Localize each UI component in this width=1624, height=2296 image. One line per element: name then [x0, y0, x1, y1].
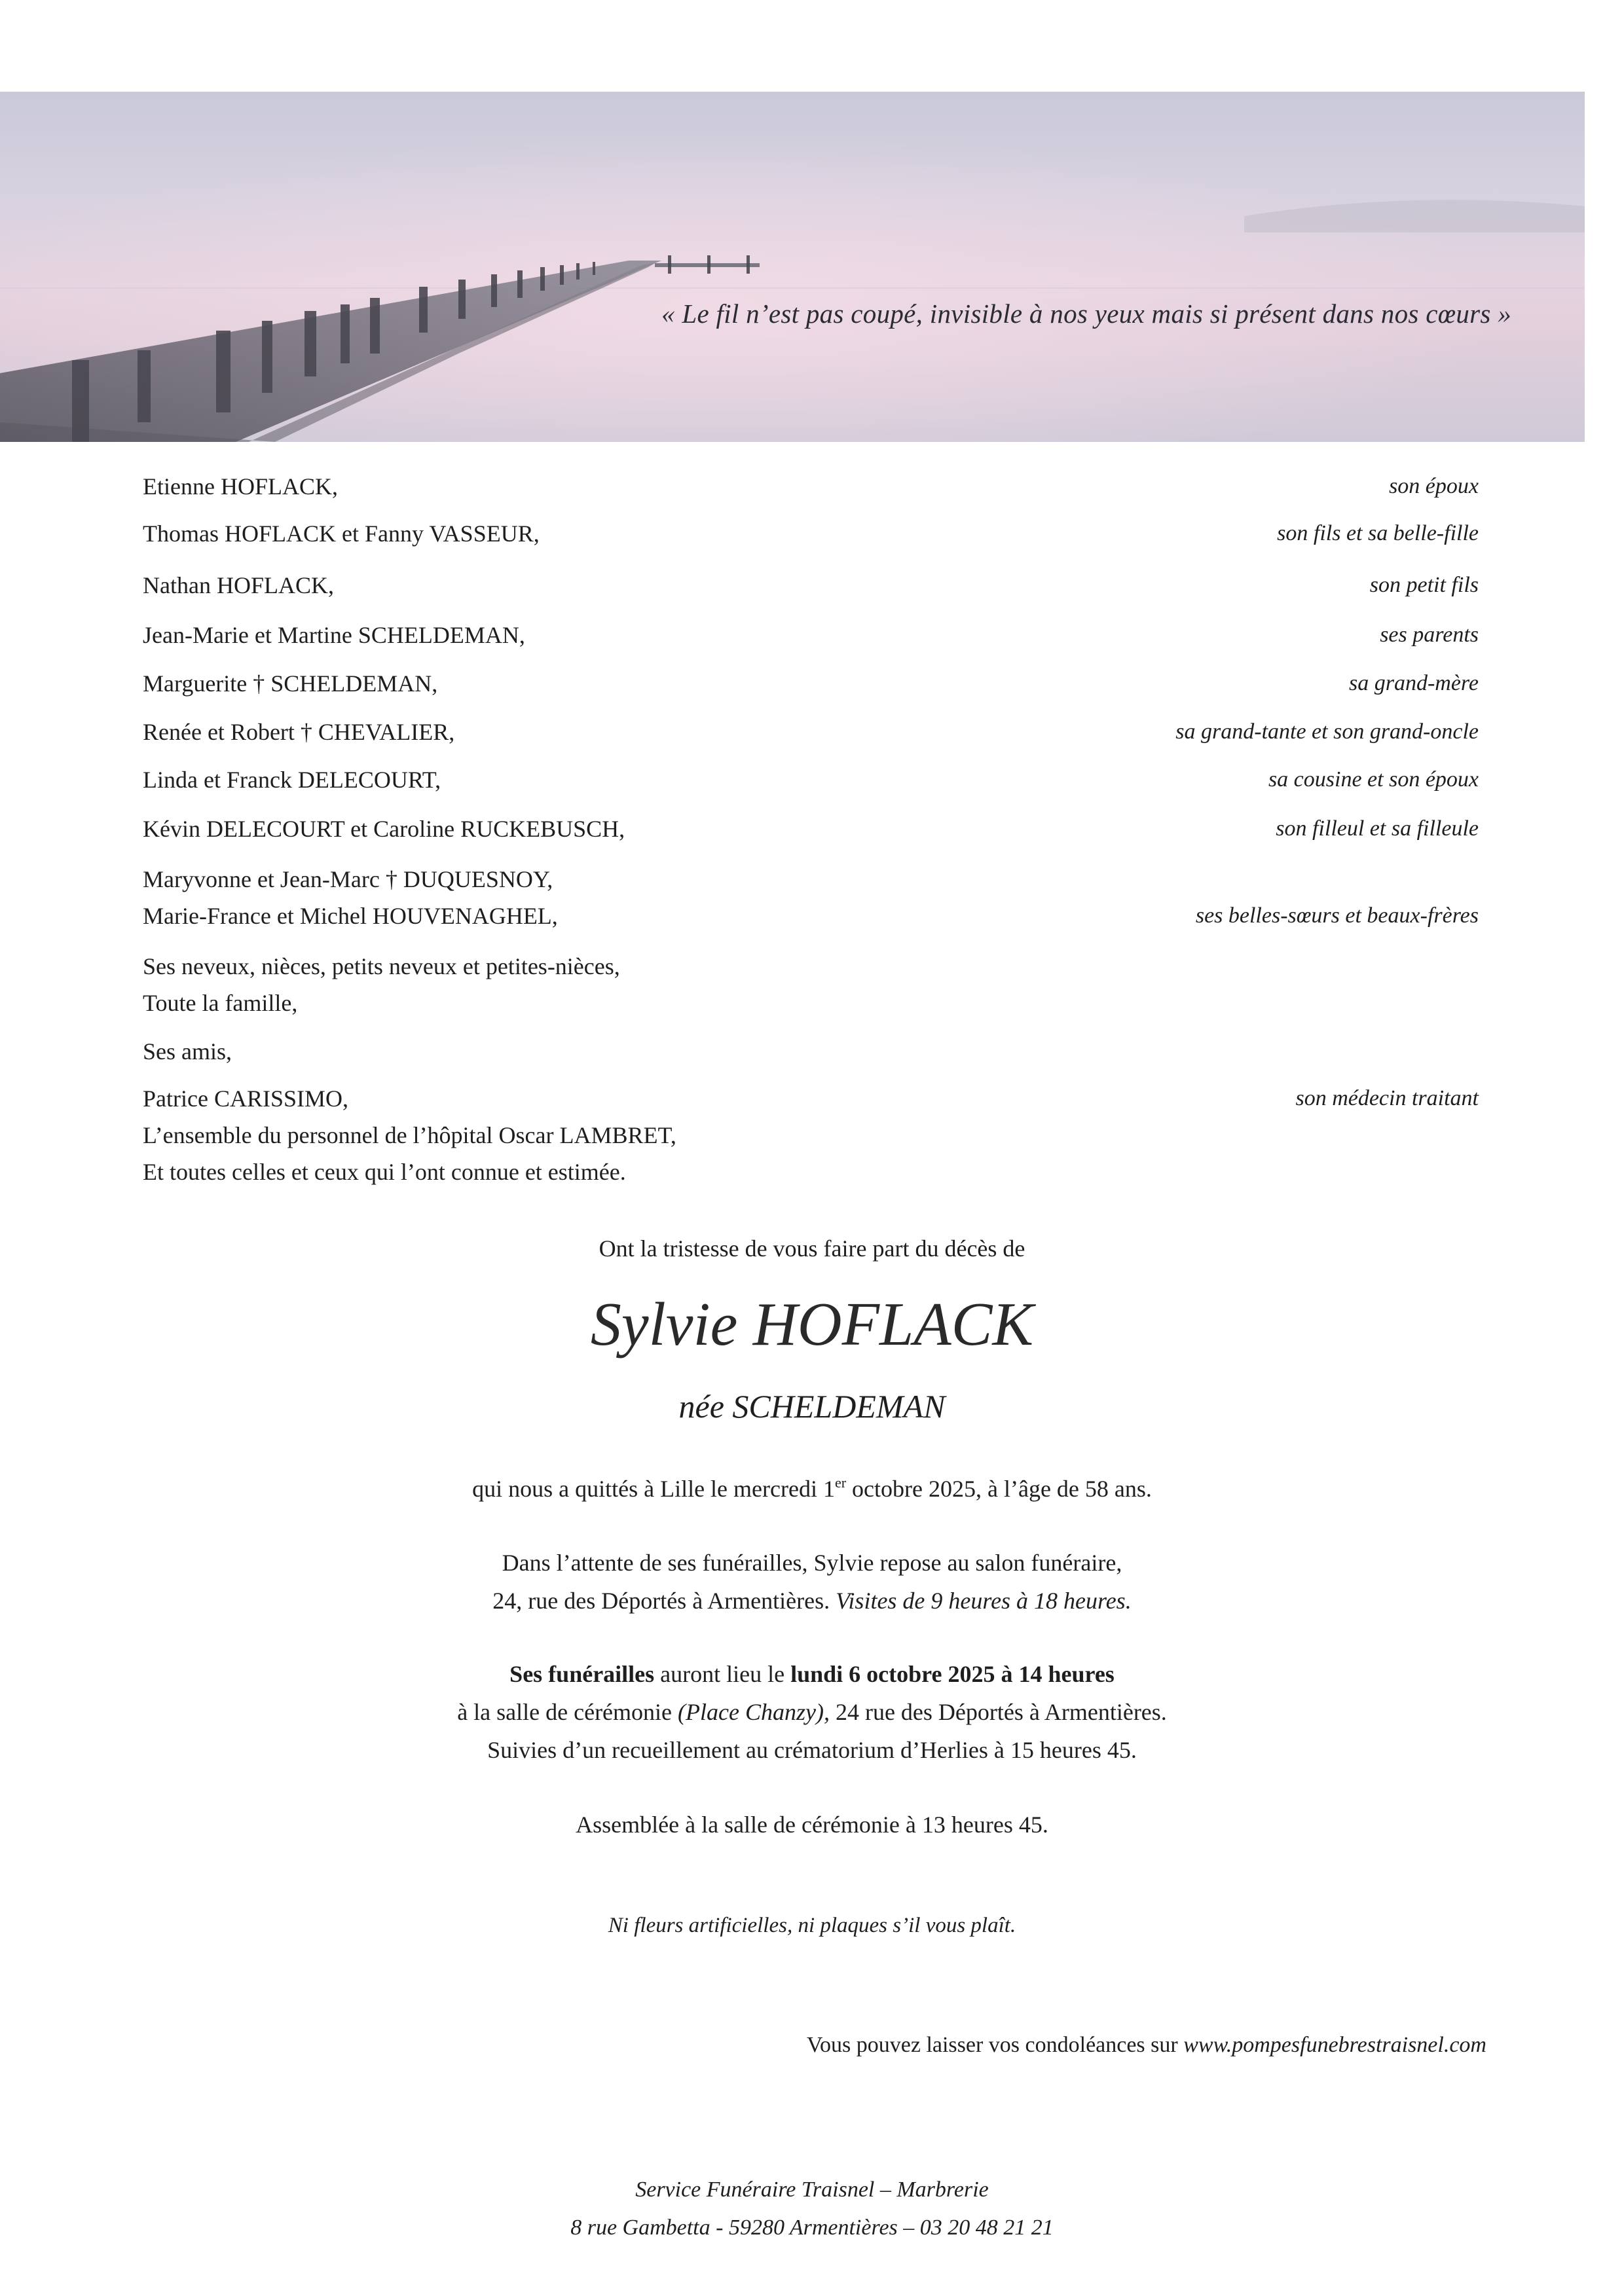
family-name: Jean-Marie et Martine SCHELDEMAN, [143, 622, 525, 648]
family-names [143, 761, 441, 798]
announcement-intro: Ont la tristesse de vous faire part du décès de [599, 1235, 1025, 1262]
family-relation: son fils et sa belle-fille [1277, 521, 1479, 545]
lake-pier-illustration [0, 92, 1585, 442]
family-name: L’ensemble du personnel de l’hôpital Oscar LAMBRET, [143, 1122, 676, 1148]
header-banner-image [0, 92, 1585, 442]
condolences-link[interactable]: www.pompesfunebrestraisnel.com [1183, 2033, 1486, 2057]
family-names [143, 617, 525, 653]
epitaph-quote: « Le fil n’est pas coupé, invisible à nos yeux mais si présent dans nos cœurs » [661, 299, 1512, 329]
family-name: Linda et Franck DELECOURT, [143, 767, 441, 793]
ordinal-suffix: er [834, 1474, 847, 1491]
condolences-text: Vous pouvez laisser vos condoléances sur [806, 2033, 1184, 2057]
family-names [143, 468, 338, 505]
family-name: Renée et Robert † CHEVALIER, [143, 719, 455, 745]
family-relation: ses belles-sœurs et beaux-frères [1195, 903, 1479, 928]
family-names [143, 861, 558, 934]
assembly-details: Assemblée à la salle de cérémonie à 13 heures 45. [576, 1812, 1048, 1838]
family-relation: sa grand-mère [1349, 671, 1479, 695]
family-relation: sa cousine et son époux [1268, 767, 1479, 792]
family-names [143, 665, 437, 702]
maiden-name: née SCHELDEMAN [678, 1388, 946, 1425]
funeral-service-footer [0, 2171, 1624, 2247]
family-relation: sa grand-tante et son grand-oncle [1175, 720, 1479, 744]
family-names [143, 515, 540, 552]
footer-address: 8 rue Gambetta - 59280 Armentières – 03 20 48 21 21 [570, 2215, 1054, 2240]
resting-address: 24, rue des Déportés à Armentières. [492, 1588, 836, 1614]
funeral-label: Ses funérailles [509, 1661, 655, 1687]
family-name: Thomas HOFLACK et Fanny VASSEUR, [143, 520, 540, 547]
deceased-name: Sylvie HOFLACK [590, 1290, 1034, 1358]
family-name: Etienne HOFLACK, [143, 473, 338, 500]
crematorium-details: Suivies d’un recueillement au crématorium d’Herlies à 15 heures 45. [487, 1737, 1137, 1763]
family-names [143, 1033, 232, 1070]
family-name: Nathan HOFLACK, [143, 572, 334, 598]
family-name: Et toutes celles et ceux qui l’ont connue et estimée. [143, 1159, 626, 1185]
funeral-address: 24 rue des Déportés à Armentières. [829, 1699, 1167, 1725]
funeral-text: auront lieu le [654, 1661, 791, 1687]
condolences-line [807, 2033, 1486, 2058]
family-name: Maryvonne et Jean-Marc † DUQUESNOY, [143, 866, 553, 892]
family-name: Toute la famille, [143, 990, 298, 1016]
funeral-venue: à la salle de cérémonie [457, 1699, 678, 1725]
family-name: Ses amis, [143, 1038, 232, 1065]
family-name: Marie-France et Michel HOUVENAGHEL, [143, 903, 558, 929]
funeral-date: lundi 6 octobre 2025 à 14 heures [790, 1661, 1115, 1687]
footer-company: Service Funéraire Traisnel – Marbrerie [635, 2178, 989, 2202]
family-relation: son médecin traitant [1295, 1086, 1479, 1110]
family-name: Patrice CARISSIMO, [143, 1085, 348, 1112]
death-details [0, 1470, 1624, 1508]
family-relation: son petit fils [1369, 573, 1479, 597]
family-names [143, 811, 625, 847]
family-name: Kévin DELECOURT et Caroline RUCKEBUSCH, [143, 816, 625, 842]
funeral-place: (Place Chanzy), [678, 1699, 830, 1725]
family-name: Marguerite † SCHELDEMAN, [143, 670, 438, 697]
family-relation: son filleul et sa filleule [1276, 816, 1479, 841]
flowers-notice: Ni fleurs artificielles, ni plaques s’il vous plaît. [608, 1914, 1016, 1937]
funeral-details [0, 1655, 1624, 1769]
death-text-end: octobre 2025, à l’âge de 58 ans. [846, 1476, 1152, 1502]
family-names [143, 1080, 676, 1190]
family-relation: ses parents [1380, 623, 1479, 647]
family-names [143, 567, 334, 604]
family-name: Ses neveux, nièces, petits neveux et petites-nièces, [143, 953, 620, 979]
family-names [143, 714, 454, 750]
visiting-hours: Visites de 9 heures à 18 heures. [836, 1588, 1132, 1614]
resting-place [0, 1544, 1624, 1620]
family-names [143, 948, 620, 1021]
death-text: qui nous a quittés à Lille le mercredi 1 [472, 1476, 835, 1502]
family-relation: son époux [1389, 474, 1479, 498]
resting-line: Dans l’attente de ses funérailles, Sylvie repose au salon funéraire, [502, 1550, 1122, 1576]
